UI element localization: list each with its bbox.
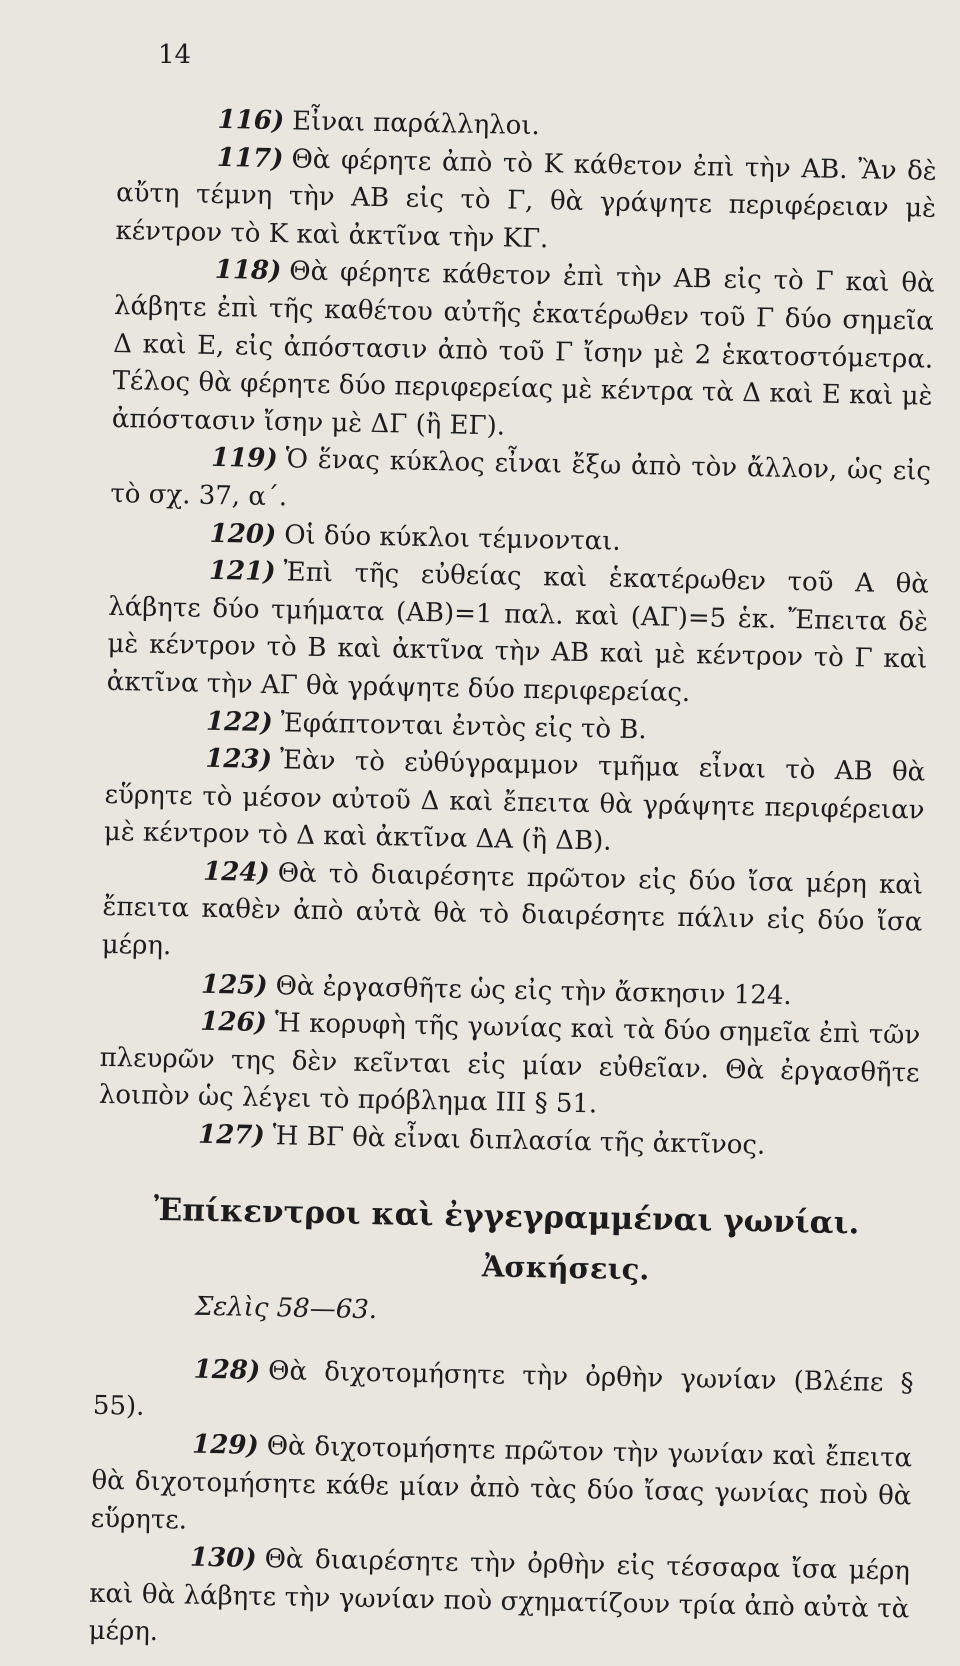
exercise-text: Θὰ διχοτομήσητε τὴν ὀρθὴν γωνίαν (Βλέπε § 55). <box>92 1356 914 1422</box>
page-number: 14 <box>158 40 192 70</box>
exercise-text: Θὰ τὸ διαιρέσητε πρῶτον εἰς δύο ἴσα μέρη καὶ ἔπειτα καθὲν ἀπὸ αὐτὰ θὰ τὸ διαιρέσητε πάλιν εἰς δύο ἴσα μέρη. <box>101 858 924 962</box>
exercise-text: Οἱ δύο κύκλοι τέμνονται. <box>283 519 621 557</box>
exercise-text: Ἡ κορυφὴ τῆς γωνίας καὶ τὰ δύο σημεῖα ἐπὶ τῶν πλευρῶν της δὲν κεῖνται εἰς μίαν εὐθεῖαν. Θὰ ἐργασθῆτε λοιπὸν ὡς λέγει τὸ πρόβλημα ΙΙΙ § 51. <box>98 1008 921 1120</box>
exercise-paragraph <box>101 852 923 981</box>
exercise-number: 117) <box>216 142 284 174</box>
exercise-paragraph <box>112 250 935 454</box>
exercise-paragraph <box>106 551 929 717</box>
exercise-number: 119) <box>210 443 278 475</box>
exercise-number: 120) <box>209 518 277 550</box>
exercise-number: 123) <box>205 743 273 776</box>
exercise-paragraph <box>104 739 926 868</box>
exercise-text: Ὁ ἕνας κύκλος εἶναι ἔξω ἀπὸ τὸν ἄλλον, ὡς εἰς τὸ σχ. 37, α΄. <box>110 444 932 513</box>
exercise-text: Θὰ φέρητε κάθετον ἐπὶ τὴν ΑΒ εἰς τὸ Γ καὶ θὰ λάβητε ἐπὶ τῆς καθέτου αὐτῆς ἑκατέρωθεν τοῦ Γ δύο σημεῖα Δ καὶ Ε, εἰς ἀπόστασιν ἀπὸ τοῦ Γ ἴσην μὲ 2 ἑκατοστόμετρα. Τέλος θὰ φέρητε δύο περιφερείας μὲ κέντρα τὰ Δ καὶ Ε καὶ μὲ ἀπόστασιν ἴσην μὲ ΔΓ (ἢ ΕΓ). <box>111 256 935 442</box>
exercise-number: 122) <box>205 706 273 738</box>
exercise-number: 121) <box>208 555 276 588</box>
exercise-text: Θὰ φέρητε ἀπὸ τὸ Κ κάθετον ἐπὶ τὴν ΑΒ. Ἂν δὲ αὔτη τέμνη τὴν ΑΒ εἰς τὸ Γ, θὰ γράψητε περιφέρειαν μὲ κέντρον τὸ Κ καὶ ἀκτῖνα τὴν ΚΓ. <box>115 143 938 255</box>
exercise-text: Ἐφάπτονται ἐντὸς εἰς τὸ Β. <box>280 707 647 745</box>
exercise-text: Θὰ ἐργασθῆτε ὡς εἰς τὴν ἄσκησιν 124. <box>275 970 792 1011</box>
exercise-number: 130) <box>189 1542 257 1575</box>
exercise-paragraph <box>88 1538 910 1666</box>
exercise-text: Ἡ ΒΓ θὰ εἶναι διπλασία τῆς ἀκτῖνος. <box>272 1121 766 1161</box>
exercise-text: Ἐπὶ τῆς εὐθείας καὶ ἑκατέρωθεν τοῦ Α θὰ λάβητε δύο τμήματα (ΑΒ)=1 παλ. καὶ (ΑΓ)=5 ἑκ. Ἔπειτα δὲ μὲ κέντρον τὸ Β καὶ ἀκτῖνα τὴν ΑΒ καὶ μὲ κέντρον τὸ Γ καὶ ἀκτῖνα τὴν ΑΓ θὰ γράψητε δύο περιφερείας. <box>106 557 930 708</box>
section-heading: Ἐπίκεντροι καὶ ἐγγεγραμμέναι γωνίαι. <box>153 1191 860 1242</box>
exercise-number: 116) <box>217 104 285 137</box>
exercise-number: 124) <box>202 856 271 888</box>
exercise-paragraph <box>90 1425 912 1554</box>
exercise-number: 118) <box>214 255 282 287</box>
exercise-text: Θὰ διχοτομήσητε πρῶτον τὴν γωνίαν καὶ ἔπειτα θὰ διχοτομήσητε κάθε μίαν ἀπὸ τὰς δύο ἴσας γωνίας ποὺ θὰ εὕρητε. <box>90 1431 913 1536</box>
exercise-number: 129) <box>191 1430 260 1462</box>
exercise-number: 127) <box>197 1119 266 1152</box>
exercise-paragraph <box>115 138 937 267</box>
section-subheading: Ἀσκήσεις. <box>481 1248 650 1287</box>
exercise-number: 125) <box>200 969 268 1001</box>
exercise-text: Θὰ διαιρέσητε τὴν ὀρθὴν εἰς τέσσαρα ἴσα μέρη καὶ θὰ λάβητε τὴν γωνίαν ποὺ σχηματίζουν τρία ἀπὸ αὐτὰ τὰ μέρη. <box>88 1544 911 1648</box>
exercise-text: Ἐὰν τὸ εὐθύγραμμον τμῆμα εἶναι τὸ ΑΒ θὰ εὕρητε τὸ μέσον αὐτοῦ Δ καὶ ἔπειτα θὰ γράψητε περιφέρειαν μὲ κέντρον τὸ Δ καὶ ἀκτῖνα ΔΑ (ἢ ΔΒ). <box>103 745 926 857</box>
pages-reference: Σελὶς 58—63. <box>194 1291 378 1325</box>
exercise-number: 128) <box>193 1354 261 1387</box>
exercise-text: Εἶναι παράλληλοι. <box>291 106 541 142</box>
exercise-number: 126) <box>200 1007 268 1039</box>
page-body <box>88 100 938 1666</box>
exercise-paragraph <box>99 1002 921 1131</box>
